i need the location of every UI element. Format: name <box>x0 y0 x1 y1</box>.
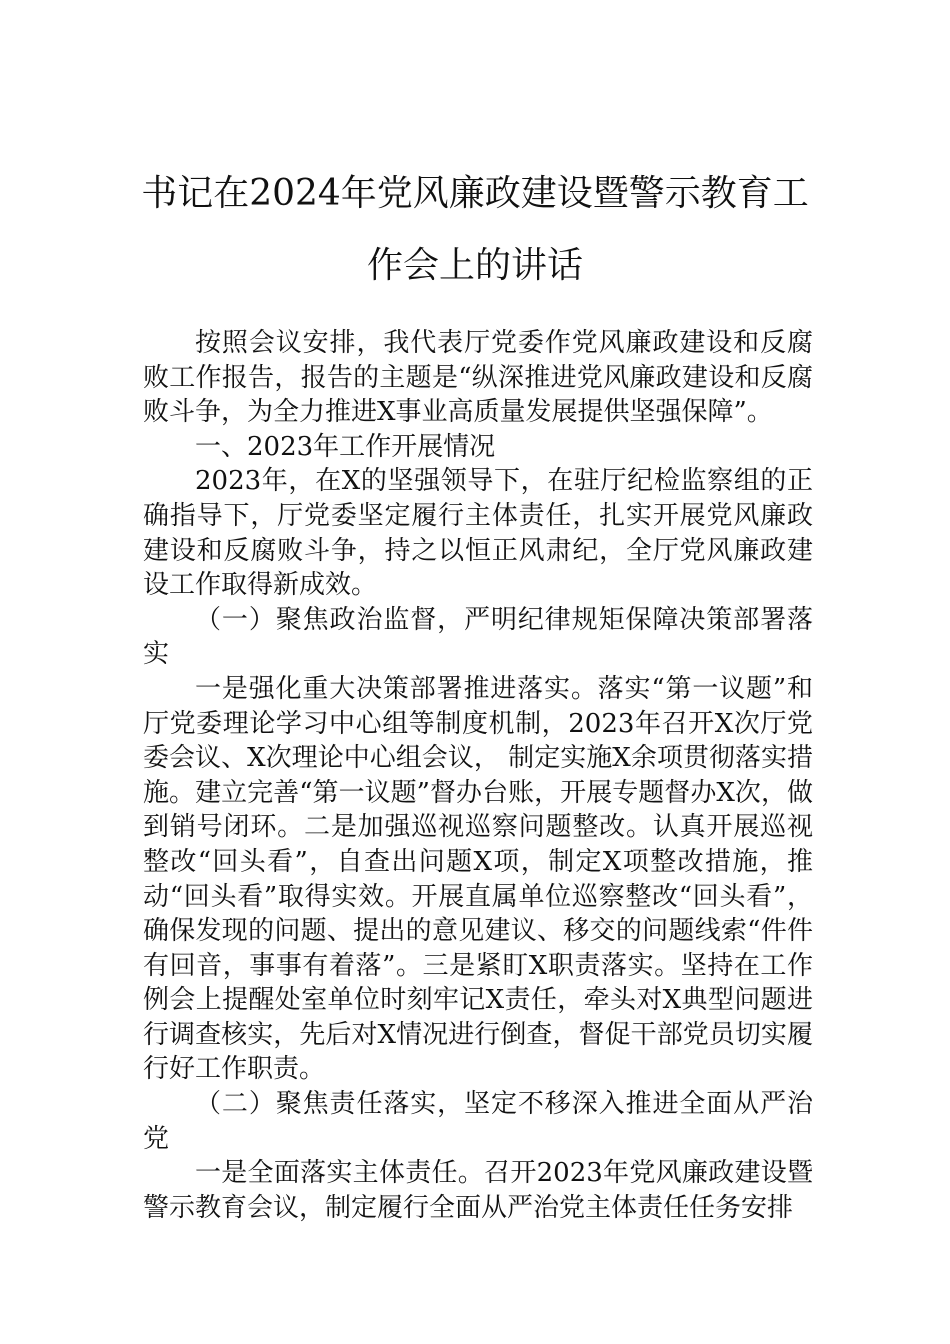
paragraph-political-supervision: 一是强化重大决策部署推进落实。落实“第一议题”和厅党委理论学习中心组等制度机制，2023年召开X次厅党委会议、X次理论中心组会议， 制定实施X余项贯彻落实措施。建立完善“第一议题”督办台账，开展专题督办X次，做到销号闭环。二是加强巡视巡察问题整改。认真开展巡视整改“回头看”，自查出问题X项，制定X项整改措施，推动“回头看”取得实效。开展直属单位巡察整改“回头看”，确保发现的问题、提出的意见建议、移交的问题线索“件件有回音，事事有着落”。三是紧盯X职责落实。坚持在工作例会上提醒处室单位时刻牢记X责任，牵头对X典型问题进行调查核实，先后对X情况进行倒查，督促干部党员切实履行好工作职责。 <box>143 673 813 1085</box>
paragraph-responsibility: 一是全面落实主体责任。召开2023年党风廉政建设暨警示教育会议，制定履行全面从严治党主体责任任务安排 <box>143 1158 813 1223</box>
subsection-heading-1: （一）聚焦政治监督，严明纪律规矩保障决策部署落实 <box>143 604 813 670</box>
subsection-heading-2: （二）聚焦责任落实，坚定不移深入推进全面从严治党 <box>143 1089 813 1154</box>
section-heading-1: 一、2023年工作开展情况 <box>195 431 496 462</box>
paragraph-summary: 2023年，在X的坚强领导下，在驻厅纪检监察组的正确指导下，厅党委坚定履行主体责任，扎实开展党风廉政建设和反腐败斗争，持之以恒正风肃纪，全厅党风廉政建设工作取得新成效。 <box>143 466 813 601</box>
title-line-1: 书记在2024年党风廉政建设暨警示教育工 <box>141 173 809 214</box>
title-line-2: 作会上的讲话 <box>366 245 583 286</box>
document-title <box>110 158 840 302</box>
document-body <box>143 326 813 1225</box>
paragraph-intro: 按照会议安排，我代表厅党委作党风廉政建设和反腐败工作报告，报告的主题是“纵深推进党风廉政建设和反腐败斗争，为全力推进X事业高质量发展提供坚强保障”。 <box>143 328 813 428</box>
